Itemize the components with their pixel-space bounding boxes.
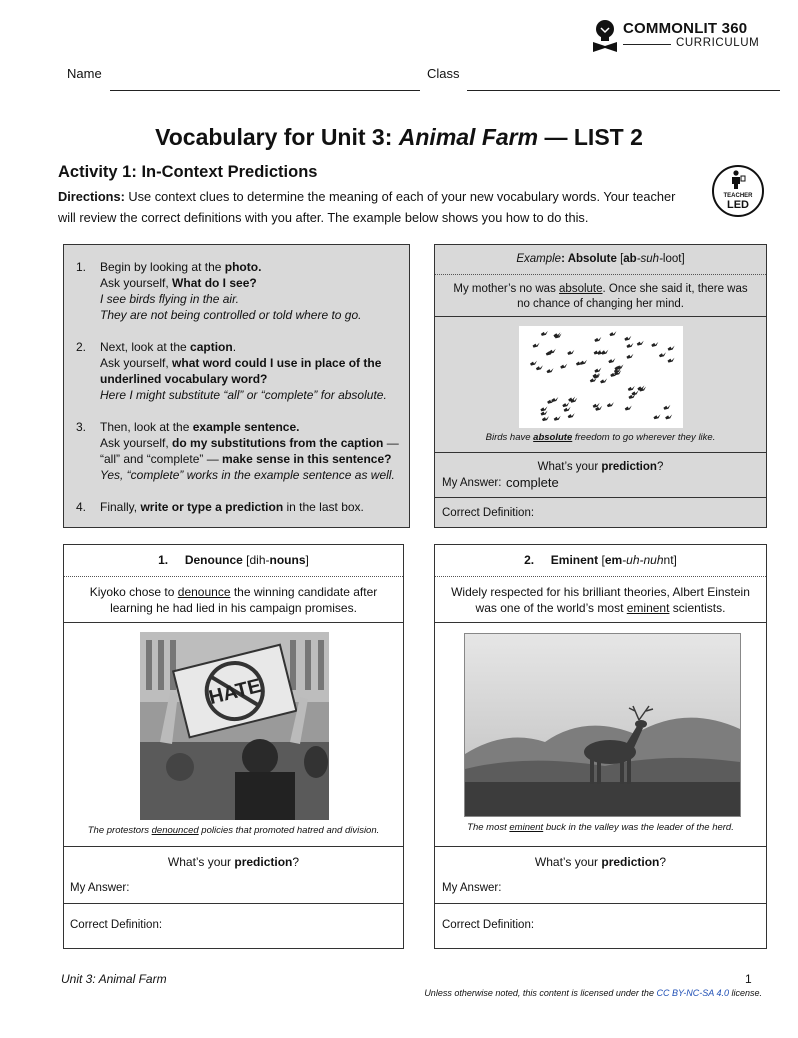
prompt-text: What’s your [167,855,235,869]
bird-shape [530,361,537,366]
bird-shape [554,416,561,421]
bird-shape [668,346,675,351]
bird-shape [594,337,601,342]
step-bold: write or type a prediction [140,500,284,514]
instructions-box [63,244,410,528]
vocab-word: absolute [559,283,603,295]
bird-shape [668,358,675,363]
example-photo-cell [435,318,766,453]
card-word: Denounce [184,553,243,567]
answer-label: My Answer: [442,477,502,489]
deer-photo [464,633,741,817]
sentence-text: scientists. [669,601,726,615]
bird-shape [540,406,547,411]
step-text: — “all” and “complete” — [100,436,399,466]
step-bold: make sense in this sentence? [222,452,392,466]
bird-shape [600,378,607,383]
caption-text: The protestors [87,825,152,836]
step-bold: do my substitutions from the caption [172,436,384,450]
step-2 [76,339,399,403]
card-number: 2. [524,553,535,567]
birds-photo [519,326,683,428]
example-word-row: Example: Absolute [ab-suh-loot] [435,245,766,275]
protest-photo [140,632,329,820]
card-photo-cell [435,624,766,847]
sentence-text: . Once she said it, there was no chance of changing her mind. [517,283,748,310]
step-number: 4. [76,500,87,514]
pronunciation: [ [598,553,605,567]
step-example: Here I might substitute “all” or “complete” for absolute. [100,388,387,402]
bird-shape [608,358,615,363]
license-text: license. [728,988,762,998]
prediction-prompt [435,855,766,869]
step-text: Next, look at the [100,340,191,354]
pronunciation: ] [305,553,309,567]
step-number: 2. [76,340,87,354]
bird-shape [632,390,639,395]
step-3 [76,419,399,483]
step-1 [76,259,399,323]
card-photo-cell [64,624,403,847]
bird-shape [549,349,556,354]
bird-shape [624,336,631,341]
prediction-prompt [64,855,403,869]
definition-label[interactable]: Correct Definition: [70,919,163,931]
caption-text: Birds have [485,432,534,443]
license-text: Unless otherwise noted, this content is licensed under the [424,988,657,998]
caption-text: policies that promoted hatred and division. [198,825,380,836]
bird-shape [564,407,571,412]
pronunciation-stress: em [604,553,623,567]
led-label: LED [727,199,749,211]
prompt-text: ? [659,855,667,869]
step-text: Begin by looking at the [100,260,225,274]
example-sentence [435,275,766,317]
bird-shape [616,364,623,369]
book-lightbulb-icon [590,16,620,54]
prompt-text: ? [292,855,300,869]
bird-shape [663,405,670,410]
directions [58,186,688,228]
example-label: Example [516,253,562,265]
license-note [410,988,762,998]
teacher-led-badge [712,165,764,217]
card-caption [435,822,766,833]
teacher-label: TEACHER [723,193,753,199]
teacher-icon [730,170,746,190]
vocab-word: eminent [626,601,670,615]
name-label: Name [67,66,102,81]
directions-label: Directions: [58,189,125,204]
step-bold: caption [190,340,233,354]
bird-shape [562,402,569,407]
bird-shape [665,414,672,419]
title-book: Animal Farm [398,124,539,150]
pronunciation-stress: nouns [269,553,306,567]
bird-shape [609,331,616,336]
card-sentence [64,577,403,623]
bird-shape [547,368,554,373]
bird-shape [536,365,543,370]
page-number: 1 [745,972,752,986]
caption-text: freedom to go wherever they like. [572,432,716,443]
bird-shape [567,350,574,355]
title-prefix: Vocabulary for Unit 3: [155,124,399,150]
bird-shape [625,406,632,411]
card-prediction [64,847,403,904]
example-word: Absolute [567,253,617,265]
step-text: in the last box. [283,500,364,514]
step-text: Ask yourself, [100,436,173,450]
prompt-bold: prediction [601,461,657,473]
prediction-prompt [435,461,766,473]
pronunciation: [dih- [242,553,270,567]
answer-label[interactable]: My Answer: [442,882,502,894]
card-word: Eminent [550,553,599,567]
bird-shape [607,402,614,407]
logo-brand: COMMONLIT 360 [623,20,748,37]
card-caption [64,825,403,836]
sentence-text: the winning candidate after learning he had lied in his campaign promises. [110,585,378,615]
activity-heading: Activity 1: In-Context Predictions [58,163,318,181]
step-4 [76,499,399,515]
name-line[interactable] [110,90,420,91]
card-word-row [435,545,766,577]
caption-text: buck in the valley was the leader of the herd. [543,822,734,833]
bird-shape [628,386,635,391]
class-label: Class [427,66,460,81]
card-prediction [435,847,766,904]
logo-divider [623,44,671,45]
answer-label[interactable]: My Answer: [70,882,130,894]
step-bold: what word could I use in place of the underlined vocabulary word? [100,356,382,386]
bird-shape [560,364,567,369]
vocab-word: denounced [151,825,199,836]
definition-label[interactable]: Correct Definition: [442,919,535,931]
vocab-card-2 [434,544,767,949]
bird-shape [637,341,644,346]
pronunciation: nt] [663,553,677,567]
bird-shape [542,416,549,421]
step-text: Ask yourself, [100,276,173,290]
vocab-word: denounce [177,585,231,599]
logo-sub: CURRICULUM [676,37,760,49]
step-example: They are not being controlled or told where to go. [100,308,362,322]
commonlit-logo [590,16,770,56]
bird-shape [533,343,540,348]
example-prediction [435,453,766,498]
bird-shape [653,414,660,419]
caption-text: The most [467,822,510,833]
example-caption [435,432,766,443]
sign-text: HATE [206,674,264,710]
step-text: Finally, [100,500,141,514]
step-bold: photo. [224,260,262,274]
bird-shape [626,354,633,359]
sentence-text: Widely respected for his brilliant theories, Albert Einstein was one of the world’s most [451,585,750,615]
bird-shape [541,331,548,336]
pronunciation: -uh-nuh [622,553,664,567]
class-line[interactable] [467,90,780,91]
prompt-text: ? [656,461,664,473]
prompt-bold: prediction [234,855,293,869]
step-text: Then, look at the [100,420,193,434]
step-example: I see birds flying in the air. [100,292,239,306]
vocab-word: eminent [509,822,544,833]
prompt-bold: prediction [601,855,660,869]
card-word-row [64,545,403,577]
pronunciation: loot] [662,253,685,265]
bird-shape [626,343,633,348]
step-number: 3. [76,420,87,434]
pronunciation-stress: ab [623,253,637,265]
directions-text: Use context clues to determine the meaning of each of your new vocabulary words. Your teacher will review the correct definitions with you after. The example below shows you how to do this. [58,189,676,225]
example-card [434,244,767,528]
step-bold: example sentence. [192,420,300,434]
card-number: 1. [158,553,169,567]
step-text: Ask yourself, [100,356,173,370]
vocab-card-1 [63,544,404,949]
step-number: 1. [76,260,87,274]
pronunciation: -suh- [636,253,663,265]
bird-shape [593,403,600,408]
step-text: . [232,340,237,354]
prompt-text: What’s your [537,461,602,473]
sentence-text: Kiyoko chose to [89,585,178,599]
sentence-text: My mother’s no was [453,283,560,295]
bird-shape [594,368,601,373]
definition-label: Correct Definition: [442,507,535,519]
card-sentence [435,577,766,623]
bird-shape [568,413,575,418]
pronunciation: [ [616,253,624,265]
page-title [0,124,798,151]
prompt-text: What’s your [534,855,602,869]
title-suffix: — LIST 2 [538,124,643,150]
step-bold: What do I see? [172,276,257,290]
license-link[interactable]: CC BY-NC-SA 4.0 [656,988,729,998]
step-example: Yes, “complete” works in the example sentence as well. [100,468,395,482]
footer-unit: Unit 3: Animal Farm [61,972,167,986]
bird-shape [659,352,666,357]
bird-shape [651,342,658,347]
vocab-word: absolute [533,432,573,443]
answer-value[interactable]: complete [506,475,559,490]
